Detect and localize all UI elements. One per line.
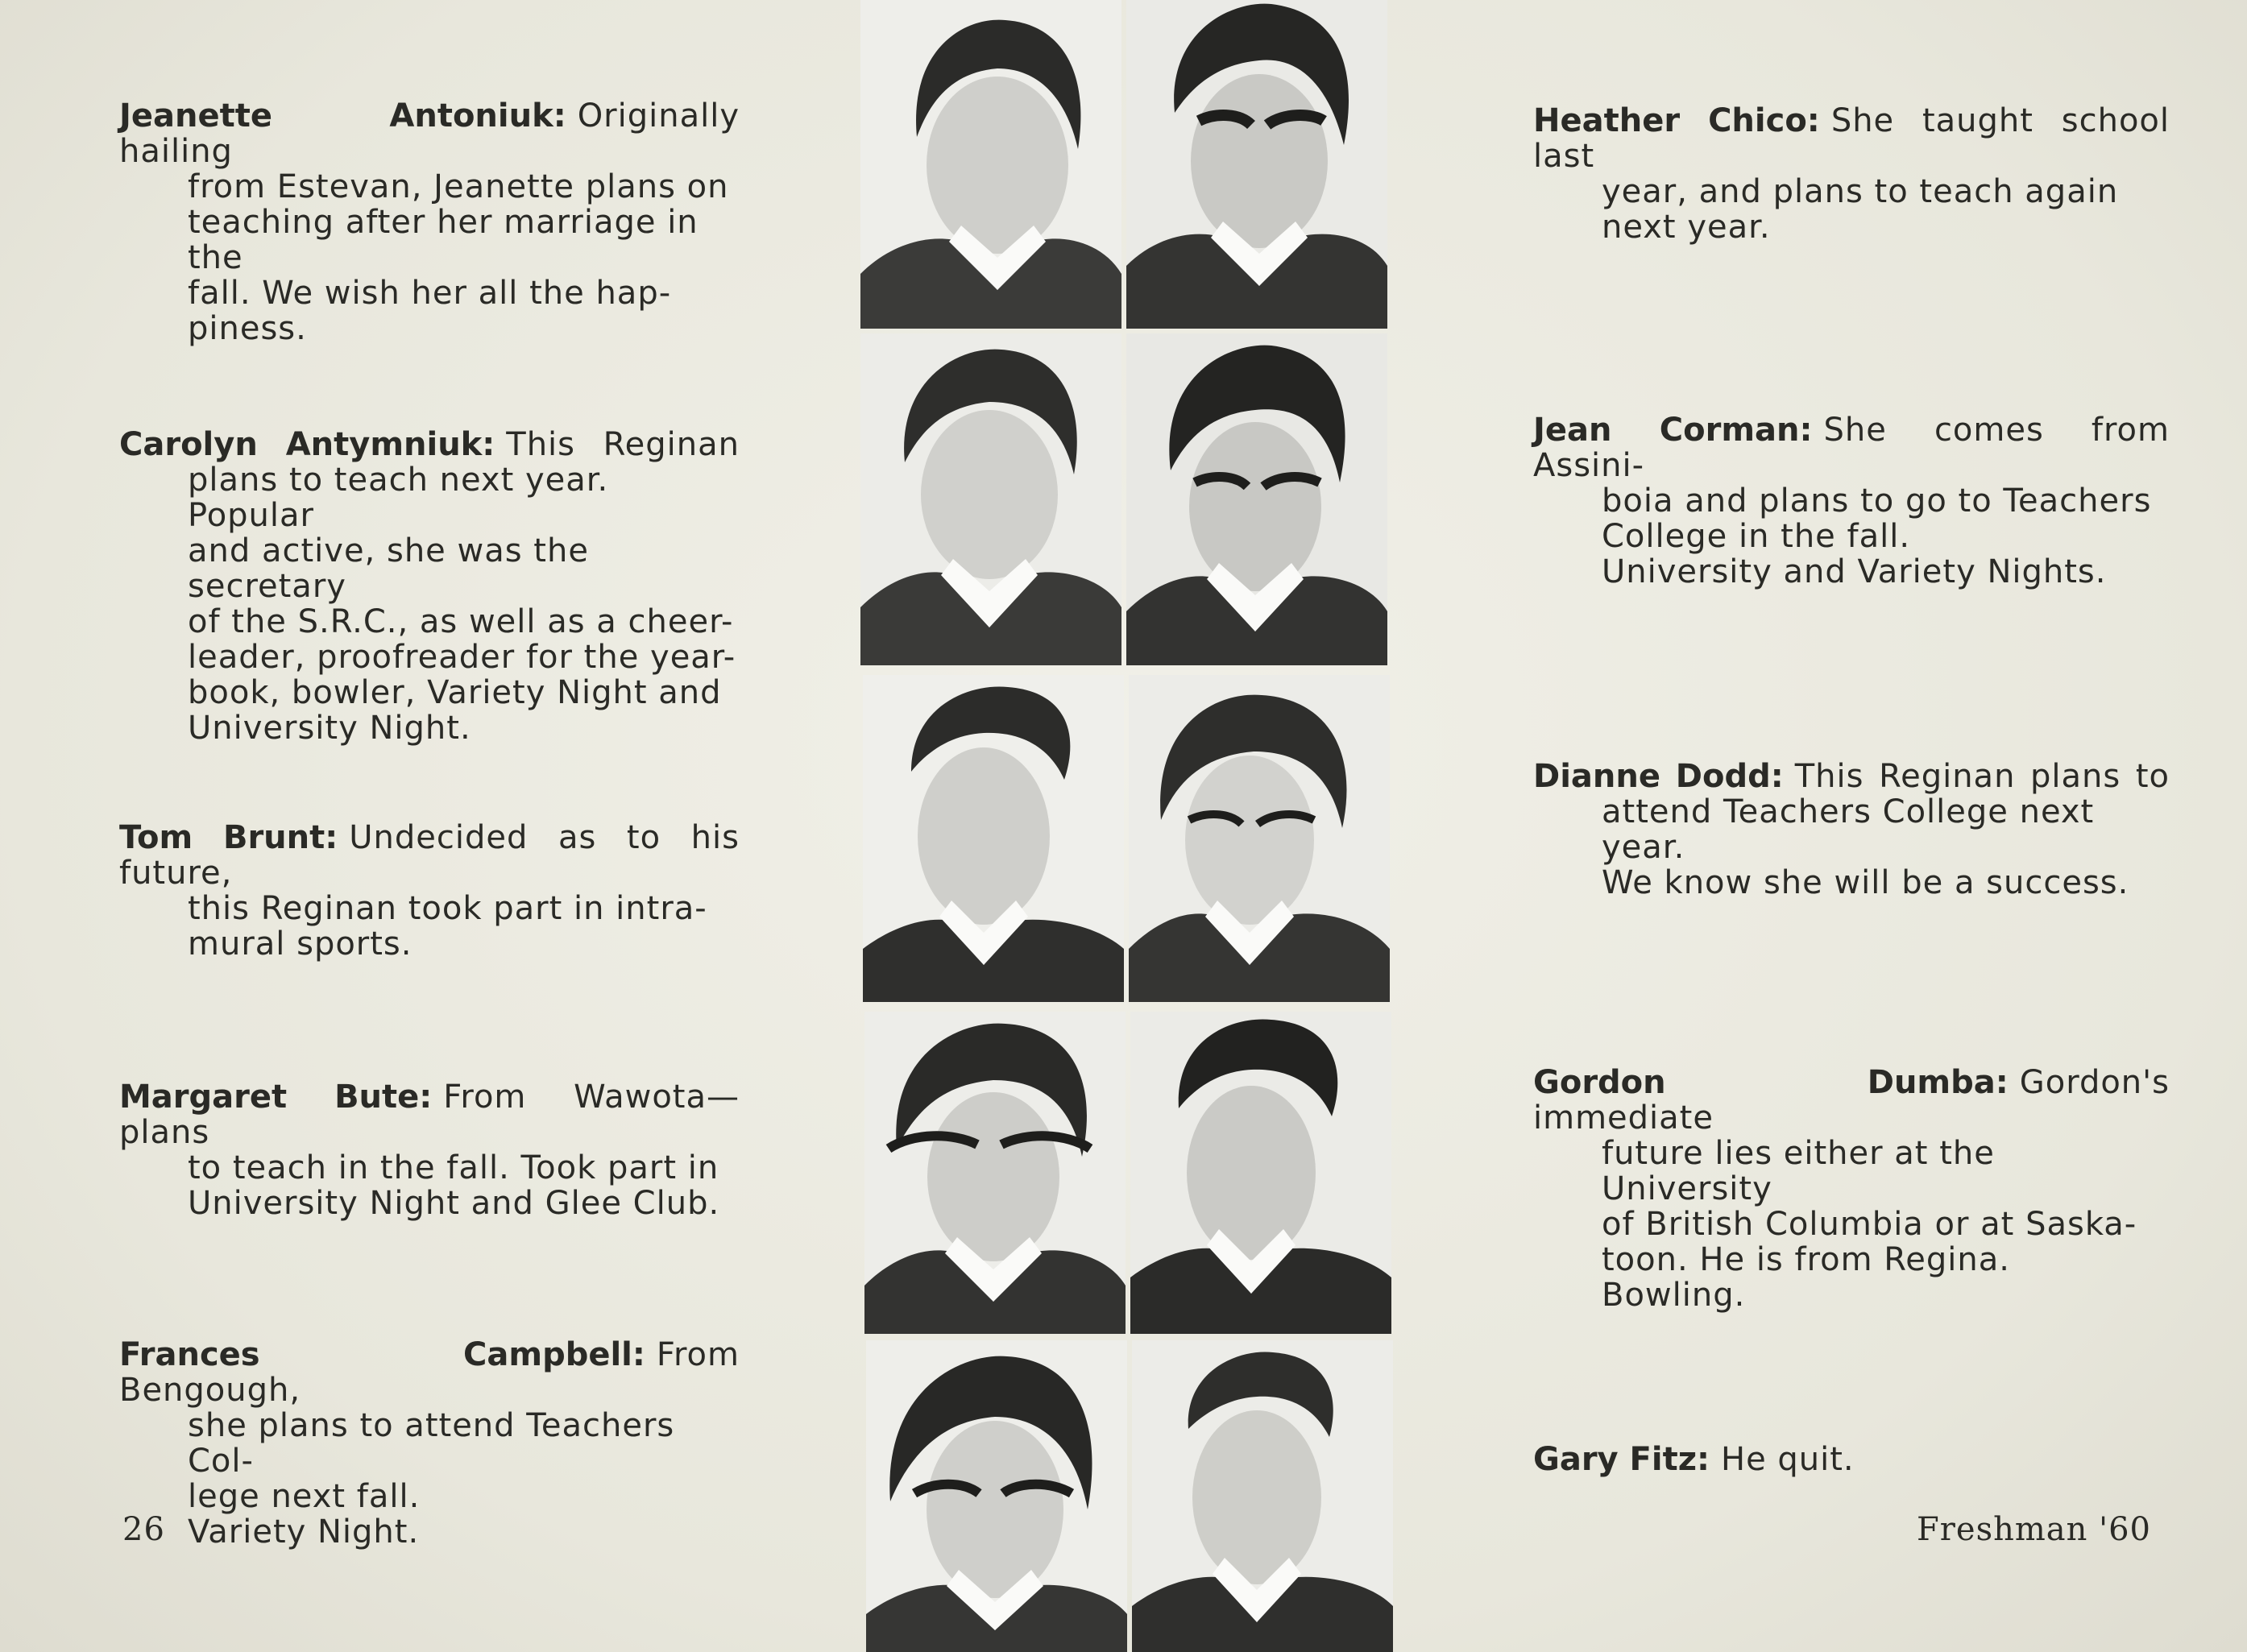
entry-first-line: Undecided as to his future, (119, 819, 740, 892)
portrait-tom-brunt (863, 675, 1124, 1002)
entry-text: this Reginan took part in intra- mural sports. (188, 890, 707, 963)
entry-name: Jeanette Antoniuk: (119, 97, 566, 135)
entry-tom-brunt (119, 820, 740, 962)
entry-heather-chico (1533, 103, 2170, 245)
entry-first-line: From Wawota—plans (119, 1079, 740, 1151)
publication-footer: Freshman '60 (1917, 1511, 2151, 1548)
entry-name: Carolyn Antymniuk: (119, 426, 495, 463)
portrait-frances-campbell (866, 1340, 1127, 1652)
entry-text: future lies either at the University of British Columbia or at Saska- toon. He is from Regina. Bowling. (1602, 1135, 2137, 1314)
entry-gary-fitz (1533, 1442, 1855, 1477)
portrait-jeanette-antoniuk (860, 0, 1121, 329)
portrait-margaret-bute (864, 1012, 1126, 1334)
entry-name: Tom Brunt: (119, 819, 338, 856)
portrait-gordon-dumba (1130, 1012, 1391, 1334)
entry-first-line: Gordon's immediate (1533, 1064, 2170, 1137)
entry-first-line: Originally hailing (119, 97, 740, 170)
entry-dianne-dodd (1533, 759, 2170, 901)
entry-margaret-bute (119, 1079, 740, 1221)
entry-first-line: This Reginan plans to (1794, 758, 2170, 795)
entry-name: Jean Corman: (1533, 412, 1813, 449)
entry-name: Gordon Dumba: (1533, 1064, 2009, 1101)
entry-text: boia and plans to go to Teachers College in the fall. University and Variety Nights. (1602, 482, 2152, 590)
entry-name: Dianne Dodd: (1533, 758, 1784, 795)
entry-text: from Estevan, Jeanette plans on teaching after her marriage in the fall. We wish her all the hap- piness. (188, 168, 729, 347)
entry-frances-campbell (119, 1337, 740, 1550)
portrait-jean-corman (1126, 333, 1387, 665)
entry-first-line: This Reginan (506, 426, 740, 463)
portrait-dianne-dodd (1129, 675, 1390, 1002)
entry-text: to teach in the fall. Took part in University Night and Glee Club. (188, 1149, 720, 1222)
entry-text: attend Teachers College next year. We know she will be a success. (1602, 793, 2129, 901)
entry-name: Frances Campbell: (119, 1336, 645, 1373)
entry-name: Gary Fitz: (1533, 1441, 1710, 1478)
entry-carolyn-antymniuk (119, 427, 740, 746)
entry-first-line: She comes from Assini- (1533, 412, 2170, 484)
entry-name: Heather Chico: (1533, 102, 1820, 139)
entry-text: she plans to attend Teachers Col- lege next fall. Variety Night. (188, 1407, 675, 1551)
entry-first-line: He quit. (1720, 1441, 1855, 1478)
entry-first-line: She taught school last (1533, 102, 2170, 175)
entry-text: plans to teach next year. Popular and active, she was the secretary of the S.R.C., as well as a cheer- leader, proofreader for the year- book, bowler, Variety Night and University Night. (188, 462, 736, 747)
portrait-carolyn-antymniuk (860, 333, 1121, 665)
entry-gordon-dumba (1533, 1065, 2170, 1313)
entry-jean-corman (1533, 412, 2170, 590)
portrait-gary-fitz (1132, 1340, 1393, 1652)
portrait-heather-chico (1126, 0, 1387, 329)
entry-jeanette-antoniuk (119, 98, 740, 346)
page-number: 26 (122, 1511, 165, 1548)
entry-name: Margaret Bute: (119, 1079, 433, 1116)
entry-first-line: From Bengough, (119, 1336, 740, 1409)
entry-text: year, and plans to teach again next year. (1602, 173, 2119, 246)
